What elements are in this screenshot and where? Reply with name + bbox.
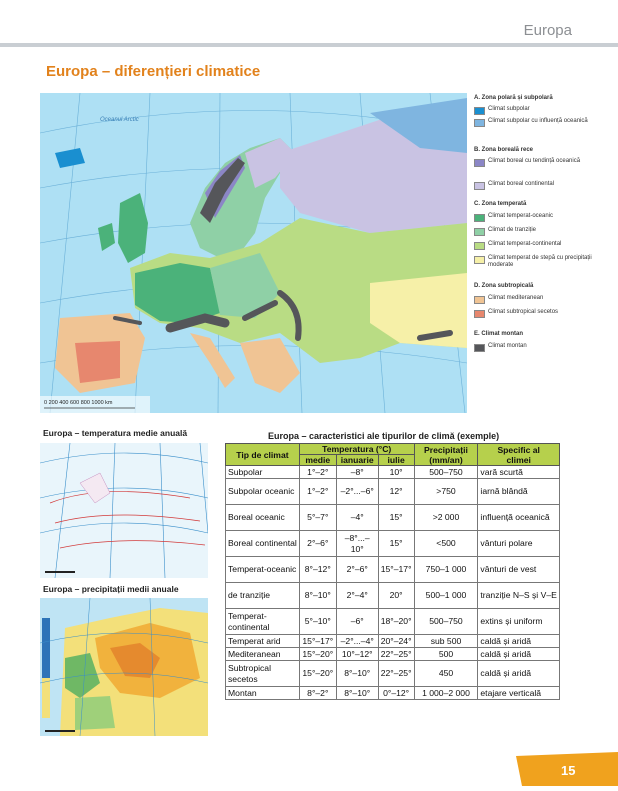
legend-item: Climat boreal cu tendință oceanică [474,159,594,175]
cell-jul: 15° [378,505,414,531]
table-row [226,583,560,609]
legend-category: D. Zona subtropicală [474,283,534,289]
cell-jan: 10°–12° [336,648,378,661]
cell-type: de tranziție [226,583,300,609]
legend-item: Climat montan [474,344,594,360]
table-row [226,635,560,648]
cell-type: Temperat-oceanic [226,557,300,583]
cell-specific: influență oceanică [478,505,560,531]
cell-avg: 5°–10° [299,609,336,635]
cell-jan: –8° [336,466,378,479]
cell-avg: 8°–12° [299,557,336,583]
cell-avg: 15°–17° [299,635,336,648]
cell-jul: 20° [378,583,414,609]
table-row [226,661,560,687]
header-specific: Specific al climei [478,444,560,466]
cell-avg: 1°–2° [299,466,336,479]
page-number: 15 [561,763,576,778]
legend-item: Climat mediteranean [474,296,594,312]
climate-map [40,93,467,413]
temperature-map [40,443,208,578]
cell-jan: –6° [336,609,378,635]
cell-specific: vară scurtă [478,466,560,479]
cell-avg: 15°–20° [299,661,336,687]
cell-specific: caldă și aridă [478,648,560,661]
legend-item: Climat temperat de stepă cu precipitații moderate [474,256,594,272]
cell-precip: 500–750 [414,466,478,479]
legend-item: Climat subtropical secetos [474,310,594,326]
cell-type: Boreal continental [226,531,300,557]
precipitation-map [40,598,208,736]
cell-jul: 0°–12° [378,687,414,700]
cell-jan: –4° [336,505,378,531]
cell-jul: 12° [378,479,414,505]
header-rule [0,43,618,47]
cell-precip: 750–1 000 [414,557,478,583]
cell-jan: –8°...–10° [336,531,378,557]
legend-category: A. Zona polară și subpolară [474,95,553,101]
cell-avg: 8°–10° [299,583,336,609]
cell-jan: –2°...–4° [336,635,378,648]
cell-type: Subtropical secetos [226,661,300,687]
cell-specific: vânturi de vest [478,557,560,583]
temperature-map-title: Europa – temperatura medie anuală [43,428,188,438]
cell-specific: extins și uniform [478,609,560,635]
cell-precip: 500–750 [414,609,478,635]
cell-type: Boreal oceanic [226,505,300,531]
cell-jan: 2°–4° [336,583,378,609]
cell-precip: 450 [414,661,478,687]
legend-item: Climat subpolar cu influență oceanică [474,119,594,135]
cell-precip: >750 [414,479,478,505]
header-jan: ianuarie [336,455,378,466]
cell-avg: 8°–2° [299,687,336,700]
table-row [226,479,560,505]
table-row [226,505,560,531]
cell-jul: 22°–25° [378,661,414,687]
header-jul: iulie [378,455,414,466]
cell-jan: 8°–10° [336,687,378,700]
cell-jul: 15° [378,531,414,557]
cell-jan: 2°–6° [336,557,378,583]
ocean-label: Oceanul Arctic [100,117,139,123]
cell-type: Mediteranean [226,648,300,661]
cell-jul: 18°–20° [378,609,414,635]
legend-item: Climat temperat-continental [474,242,594,258]
cell-jan: –2°...–6° [336,479,378,505]
scale-label: 0 200 400 600 800 1000 km [44,400,113,406]
legend-item: Climat temperat-oceanic [474,214,594,230]
cell-jan: 8°–10° [336,661,378,687]
cell-specific: caldă și aridă [478,635,560,648]
table-row [226,648,560,661]
cell-type: Montan [226,687,300,700]
section-label: Europa [523,22,572,39]
climate-table [225,443,560,700]
cell-type: Subpolar oceanic [226,479,300,505]
cell-specific: caldă și aridă [478,661,560,687]
cell-jul: 15°–17° [378,557,414,583]
precipitation-map-title: Europa – precipitații medii anuale [43,584,179,594]
cell-specific: etajare verticală [478,687,560,700]
page-number-tab [516,752,618,786]
legend-category: E. Climat montan [474,331,524,337]
table-row [226,609,560,635]
cell-avg: 15°–20° [299,648,336,661]
cell-precip: sub 500 [414,635,478,648]
table-row [226,531,560,557]
cell-specific: iarnă blândă [478,479,560,505]
legend-item: Climat de tranziție [474,228,594,244]
page-title: Europa – diferențieri climatice [46,63,261,80]
table-row [226,466,560,479]
cell-type: Subpolar [226,466,300,479]
cell-jul: 20°–24° [378,635,414,648]
legend-item: Climat boreal continental [474,182,594,198]
table-title: Europa – caracteristici ale tipurilor de climă (exemple) [268,431,500,441]
header-type: Tip de climat [226,444,300,466]
cell-specific: tranziție N–S și V–E [478,583,560,609]
table-row [226,687,560,700]
cell-precip: 500–1 000 [414,583,478,609]
cell-avg: 5°–7° [299,505,336,531]
cell-type: Temperat arid [226,635,300,648]
legend-category: B. Zona boreală rece [474,147,534,153]
header-avg: medie [299,455,336,466]
header-temperature: Temperatura (°C) [299,444,414,455]
cell-avg: 2°–6° [299,531,336,557]
cell-specific: vânturi polare [478,531,560,557]
cell-avg: 1°–2° [299,479,336,505]
cell-precip: 1 000–2 000 [414,687,478,700]
header-precipitation: Precipitații (mm/an) [414,444,478,466]
legend-category: C. Zona temperată [474,201,527,207]
cell-precip: <500 [414,531,478,557]
cell-precip: 500 [414,648,478,661]
table-row [226,557,560,583]
cell-jul: 22°–25° [378,648,414,661]
cell-precip: >2 000 [414,505,478,531]
cell-jul: 10° [378,466,414,479]
legend-item: Climat subpolar [474,107,594,123]
cell-type: Temperat-continental [226,609,300,635]
